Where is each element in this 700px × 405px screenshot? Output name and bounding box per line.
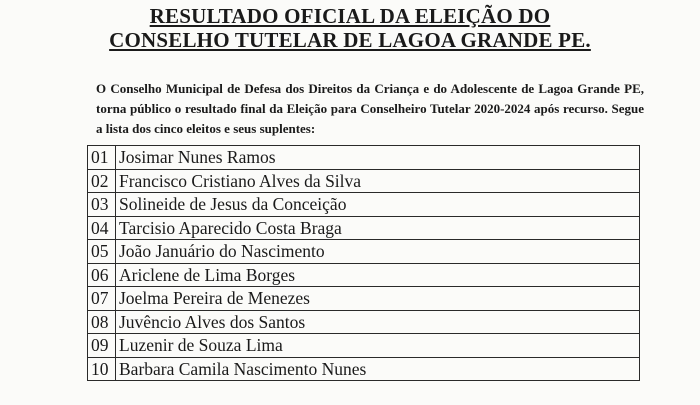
candidate-name: Joelma Pereira de Menezes: [116, 287, 640, 311]
row-number: 08: [88, 310, 116, 334]
candidate-name: Tarcisio Aparecido Costa Braga: [116, 216, 640, 240]
candidate-name: Solineide de Jesus da Conceição: [116, 193, 640, 217]
document-title: [0, 4, 700, 52]
table-row: [88, 334, 640, 358]
row-number: 09: [88, 334, 116, 358]
candidate-name: Josimar Nunes Ramos: [116, 146, 640, 170]
row-number: 03: [88, 193, 116, 217]
row-number: 02: [88, 169, 116, 193]
row-number: 01: [88, 146, 116, 170]
intro-paragraph: O Conselho Municipal de Defesa dos Direitos da Criança e do Adolescente de Lagoa Grande PE, torna público o resultado final da Eleição para Conselheiro Tutelar 2020-2024 após recurso. Segue a lista dos cinco eleitos e seus suplentes:: [96, 81, 644, 136]
title-line-1: RESULTADO OFICIAL DA ELEIÇÃO DO: [149, 4, 551, 28]
candidate-name: Francisco Cristiano Alves da Silva: [116, 169, 640, 193]
row-number: 04: [88, 216, 116, 240]
table-row: [88, 310, 640, 334]
candidate-name: Ariclene de Lima Borges: [116, 263, 640, 287]
table-row: [88, 193, 640, 217]
table-row: [88, 146, 640, 170]
table-row: [88, 287, 640, 311]
row-number: 05: [88, 240, 116, 264]
row-number: 06: [88, 263, 116, 287]
table-row: [88, 216, 640, 240]
table-row: [88, 263, 640, 287]
row-number: 10: [88, 357, 116, 381]
table-row: [88, 169, 640, 193]
candidate-name: Juvêncio Alves dos Santos: [116, 310, 640, 334]
candidates-table: [87, 145, 640, 381]
table-row: [88, 357, 640, 381]
title-line-2: CONSELHO TUTELAR DE LAGOA GRANDE PE.: [109, 28, 591, 52]
candidate-name: Luzenir de Souza Lima: [116, 334, 640, 358]
candidate-name: Barbara Camila Nascimento Nunes: [116, 357, 640, 381]
table-row: [88, 240, 640, 264]
candidate-name: João Januário do Nascimento: [116, 240, 640, 264]
row-number: 07: [88, 287, 116, 311]
